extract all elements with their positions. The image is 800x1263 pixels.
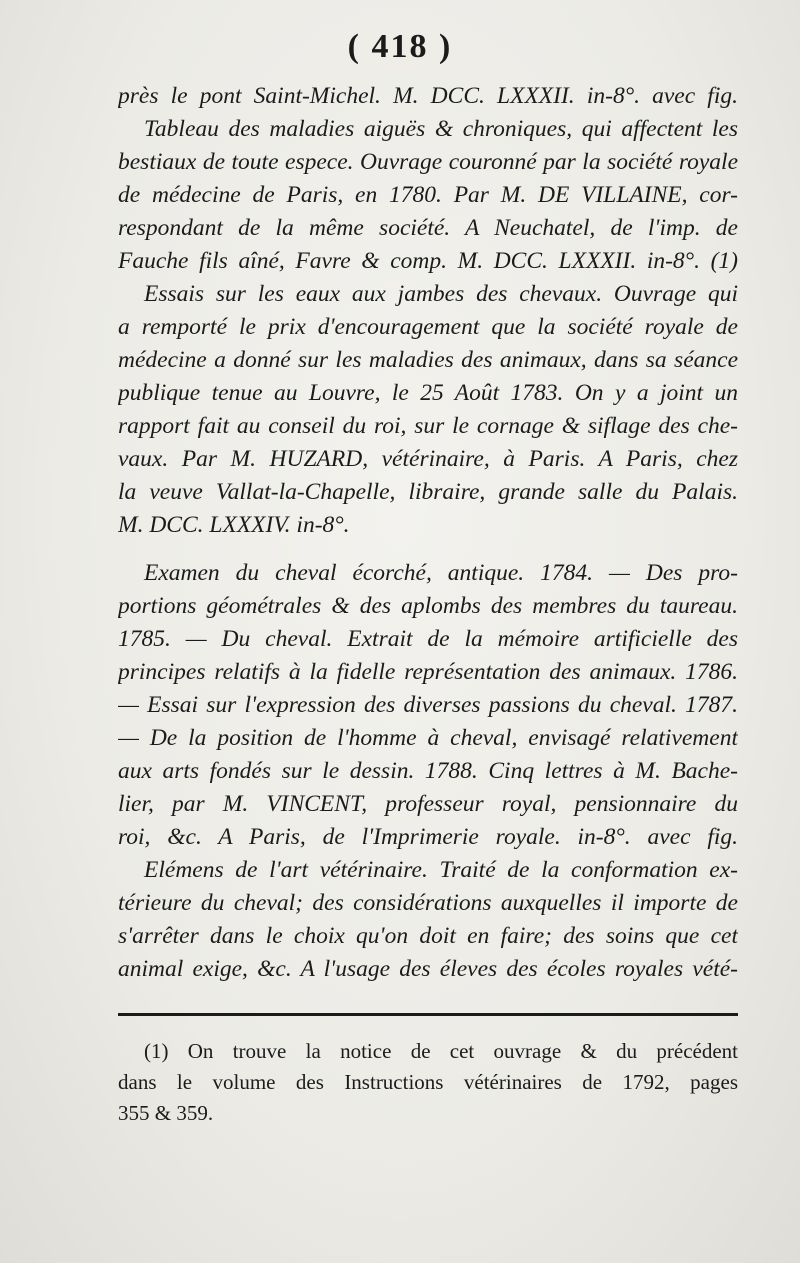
text-line: a remporté le prix d'encouragement que la société royale de [118, 314, 738, 340]
footnote [118, 1036, 738, 1129]
footnote-line: dans le volume des Instructions vétérinaires de 1792, pages [118, 1070, 738, 1094]
paragraph-gap [118, 542, 738, 557]
text-line: aux arts fondés sur le dessin. 1788. Cinq lettres à M. Bache- [118, 758, 738, 784]
text-line: 1785. — Du cheval. Extrait de la mémoire artificielle des [118, 626, 738, 652]
text-line: M. DCC. LXXXIV. in-8°. [118, 512, 350, 538]
text-line: roi, &c. A Paris, de l'Imprimerie royale. in-8°. avec fig. [118, 824, 738, 850]
footnote-rule [118, 1013, 738, 1016]
text-line: publique tenue au Louvre, le 25 Août 1783. On y a joint un [118, 380, 738, 406]
text-line: la veuve Vallat-la-Chapelle, libraire, grande salle du Palais. [118, 479, 738, 505]
text-line: — Essai sur l'expression des diverses passions du cheval. 1787. [118, 692, 738, 718]
show-through-bleed [300, 1150, 600, 1210]
text-line: animal exige, &c. A l'usage des éleves des écoles royales vété- [118, 956, 738, 982]
page-number: ( 418 ) [347, 28, 453, 65]
text-line: Essais sur les eaux aux jambes des chevaux. Ouvrage qui [144, 281, 738, 307]
text-line: bestiaux de toute espece. Ouvrage couronné par la société royale [118, 149, 738, 175]
text-line: respondant de la même société. A Neuchatel, de l'imp. de [118, 215, 738, 241]
text-line: s'arrêter dans le choix qu'on doit en faire; des soins que cet [118, 923, 738, 949]
text-line: principes relatifs à la fidelle représentation des animaux. 1786. [118, 659, 738, 685]
text-line: médecine a donné sur les maladies des animaux, dans sa séance [118, 347, 738, 373]
text-line: portions géométrales & des aplombs des membres du taureau. [118, 593, 738, 619]
text-line: térieure du cheval; des considérations auxquelles il importe de [118, 890, 738, 916]
main-text [118, 80, 738, 986]
text-line: vaux. Par M. HUZARD, vétérinaire, à Paris. A Paris, chez [118, 446, 738, 472]
footnote-line: 355 & 359. [118, 1101, 214, 1125]
text-line: Tableau des maladies aiguës & chroniques, qui affectent les [144, 116, 738, 142]
text-line: — De la position de l'homme à cheval, envisagé relativement [118, 725, 738, 751]
text-line: de médecine de Paris, en 1780. Par M. DE VILLAINE, cor- [118, 182, 738, 208]
text-line: près le pont Saint-Michel. M. DCC. LXXXII. in-8°. avec fig. [118, 83, 738, 109]
footnote-line: (1) On trouve la notice de cet ouvrage & du précédent [144, 1039, 738, 1063]
text-line: lier, par M. VINCENT, professeur royal, pensionnaire du [118, 791, 738, 817]
text-line: rapport fait au conseil du roi, sur le cornage & siflage des che- [118, 413, 738, 439]
text-line: Elémens de l'art vétérinaire. Traité de la conformation ex- [144, 857, 738, 883]
text-line: Examen du cheval écorché, antique. 1784. — Des pro- [144, 560, 738, 586]
text-line: Fauche fils aîné, Favre & comp. M. DCC. LXXXII. in-8°. (1) [118, 248, 738, 274]
